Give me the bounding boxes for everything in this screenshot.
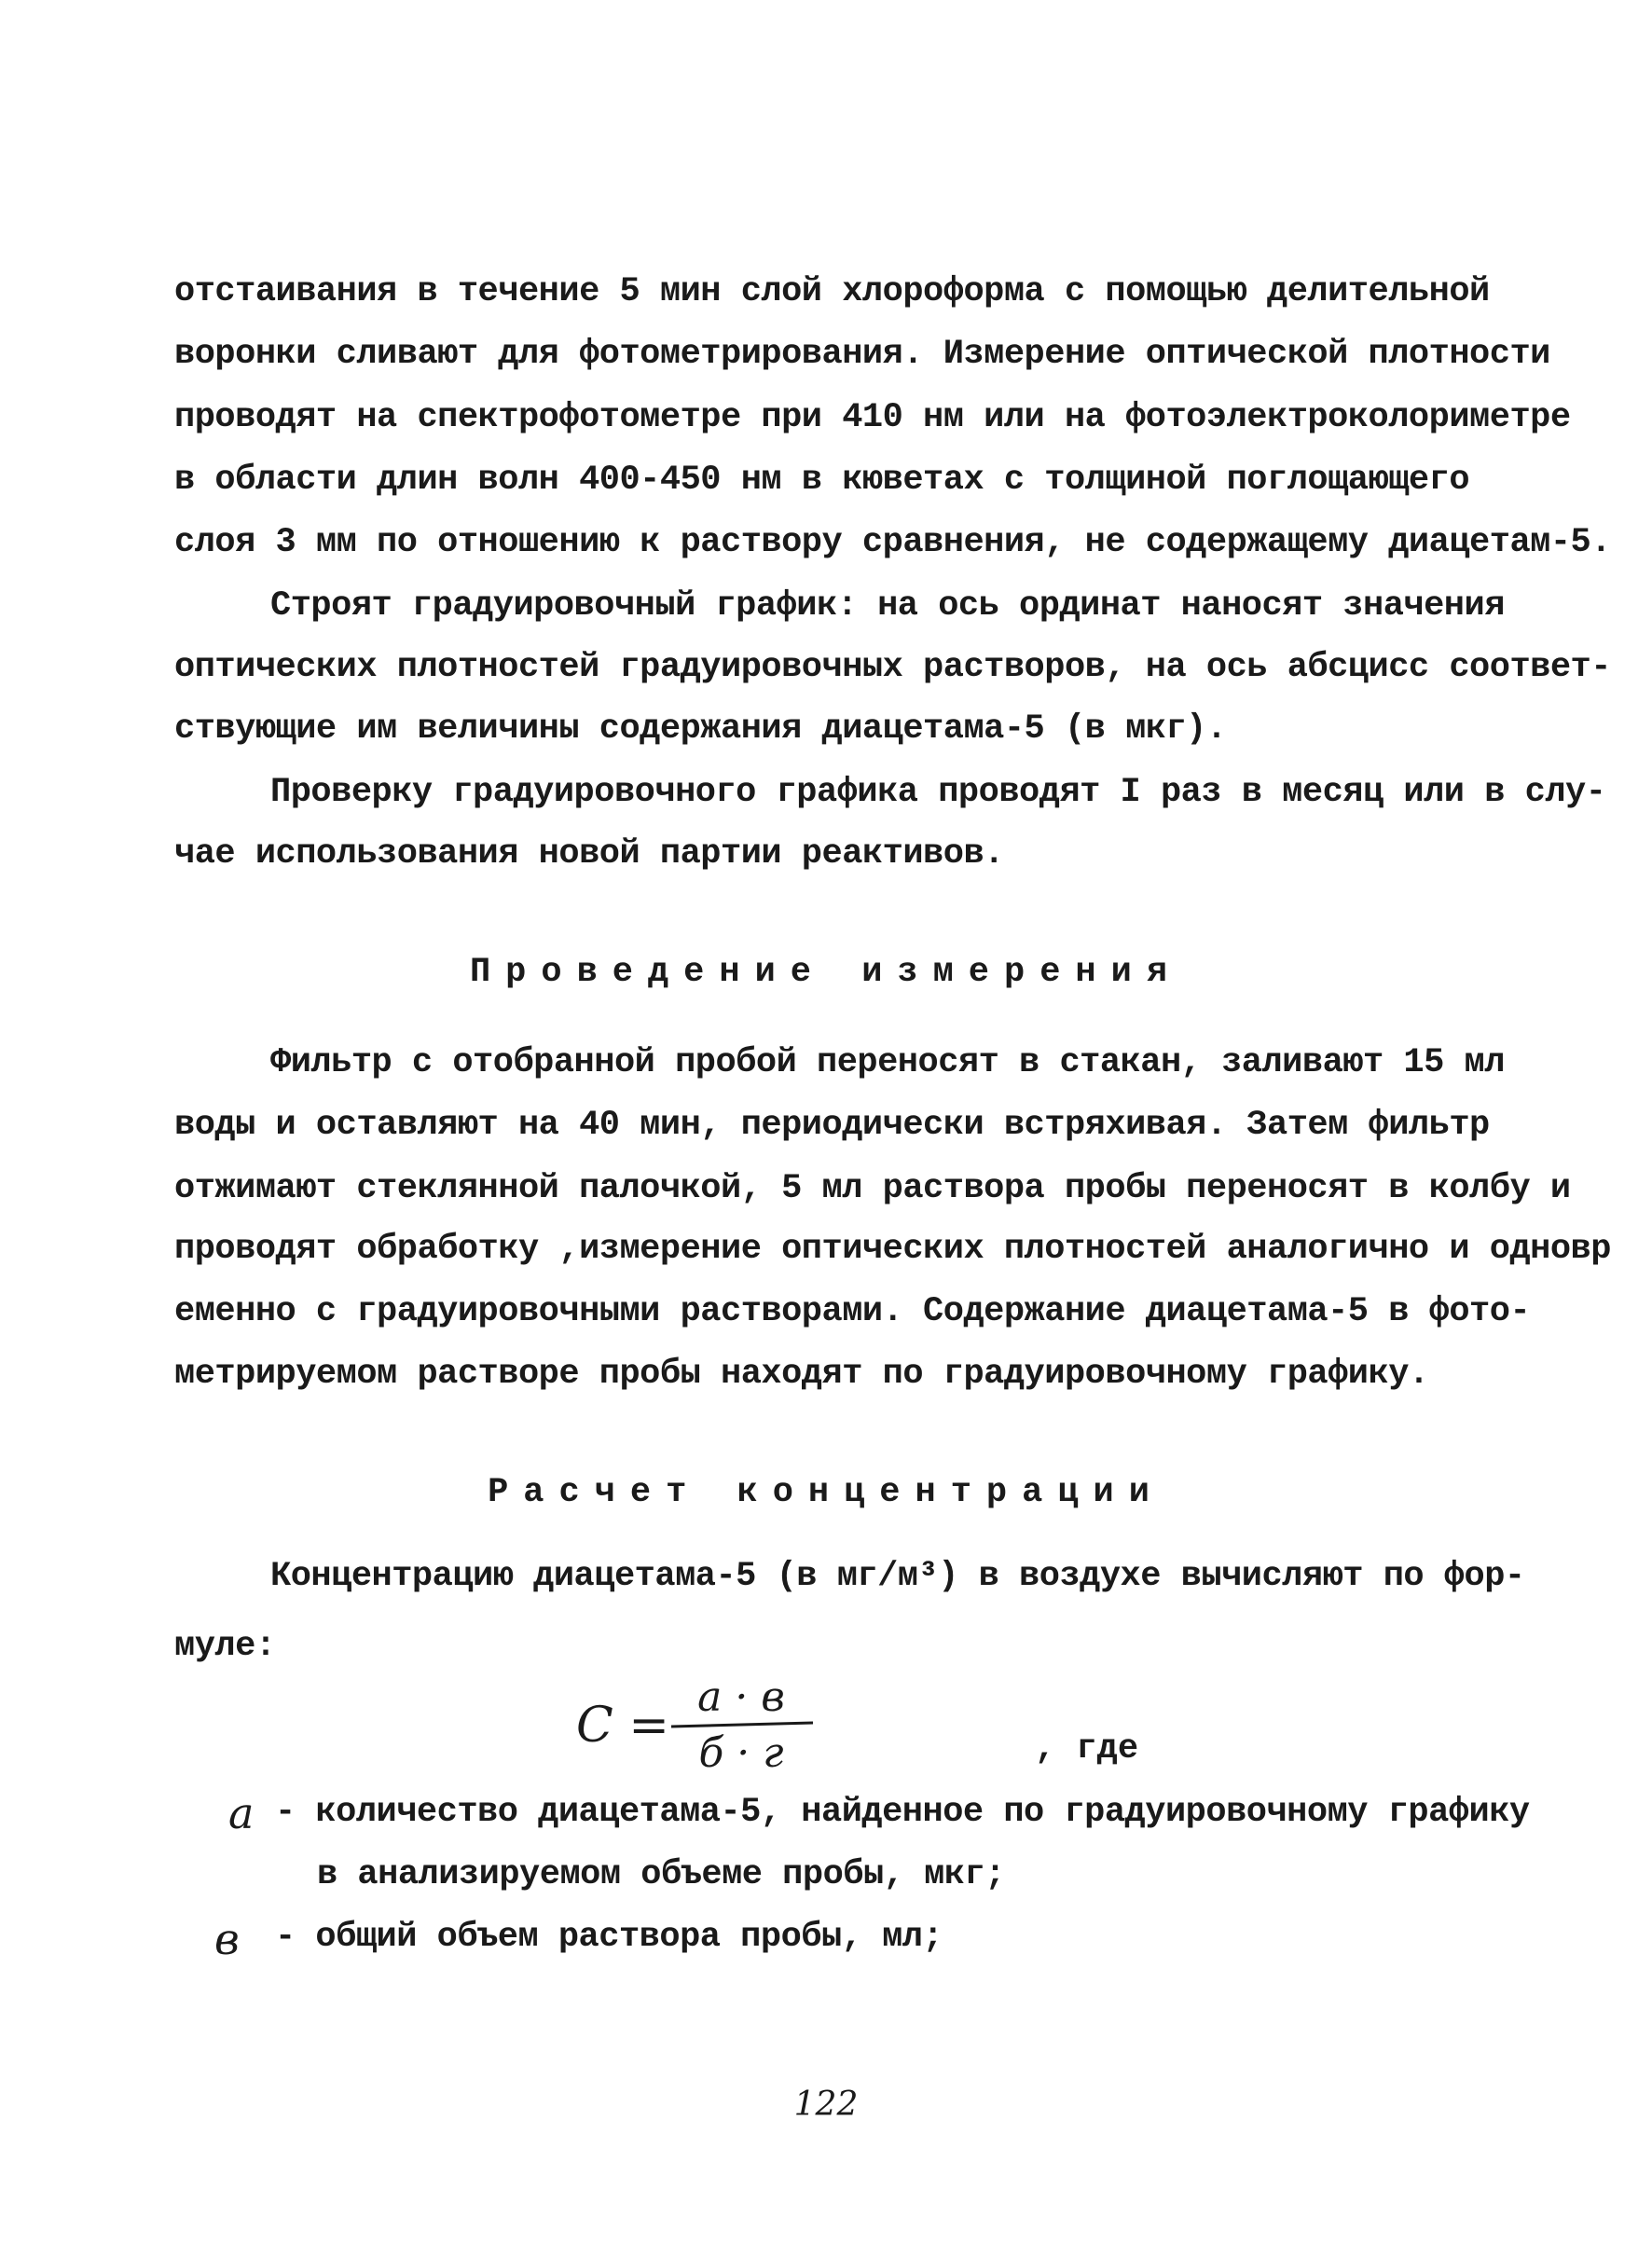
text-line: Строят градуировочный график: на ось ординат наносят значения bbox=[270, 586, 1505, 626]
formula-graphic bbox=[569, 1669, 867, 1781]
text-line: муле: bbox=[174, 1627, 276, 1666]
definition-symbol: в bbox=[214, 1914, 240, 1964]
text-line: в области длин волн 400-450 нм в кюветах с толщиной поглощающего bbox=[174, 461, 1470, 500]
text-line: отжимают стеклянной палочкой, 5 мл раствора пробы переносят в колбу и bbox=[174, 1169, 1571, 1208]
definition-text: - общий объем раствора пробы, мл; bbox=[275, 1918, 943, 1957]
formula-denominator: б · г bbox=[698, 1729, 784, 1777]
text-line: метрируемом растворе пробы находят по градуировочному графику. bbox=[174, 1355, 1429, 1394]
text-line: проводят на спектрофотометре при 410 нм или на фотоэлектроколориметре bbox=[174, 398, 1571, 437]
text-line: отстаивания в течение 5 мин слой хлороформа с помощью делительной bbox=[174, 272, 1490, 311]
concentration-formula bbox=[569, 1669, 867, 1781]
text-line: проводят обработку ,измерение оптических плотностей аналогично и одновр bbox=[174, 1230, 1611, 1269]
formula-lhs: C = bbox=[576, 1698, 669, 1754]
definition-text: - количество диацетама-5, найденное по градуировочному графику bbox=[275, 1793, 1530, 1832]
text-line: оптических плотностей градуировочных растворов, на ось абсцисс соответ- bbox=[174, 648, 1611, 687]
definition-symbol: a bbox=[228, 1788, 255, 1838]
text-line: воды и оставляют на 40 мин, периодически встряхивая. Затем фильтр bbox=[174, 1106, 1490, 1145]
section-heading: Расчет концентрации bbox=[488, 1473, 1164, 1512]
formula-numerator: a · в bbox=[697, 1673, 785, 1721]
text-line: Фильтр с отобранной пробой переносят в стакан, заливают 15 мл bbox=[270, 1043, 1505, 1082]
text-line: воронки сливают для фотометрирования. Измерение оптической плотности bbox=[174, 335, 1550, 374]
text-line: Проверку градуировочного графика проводят I раз в месяц или в слу- bbox=[270, 773, 1606, 812]
text-line: чае использования новой партии реактивов. bbox=[174, 834, 1004, 874]
section-heading: Проведение измерения bbox=[469, 953, 1183, 992]
text-line: Концентрацию диацетама-5 (в мг/м³) в воздухе вычисляют по фор- bbox=[270, 1557, 1525, 1596]
definition-text: в анализируемом объеме пробы, мкг; bbox=[317, 1855, 1005, 1894]
formula-suffix: , где bbox=[1035, 1729, 1139, 1768]
page-number: 122 bbox=[793, 2085, 859, 2124]
text-line: еменно с градуировочными растворами. Содержание диацетама-5 в фото- bbox=[174, 1292, 1531, 1331]
text-line: слоя 3 мм по отношению к раствору сравнения, не содержащему диацетам-5. bbox=[174, 523, 1611, 562]
fraction-bar bbox=[671, 1723, 813, 1727]
text-line: ствующие им величины содержания диацетама-5 (в мкг). bbox=[174, 709, 1227, 749]
